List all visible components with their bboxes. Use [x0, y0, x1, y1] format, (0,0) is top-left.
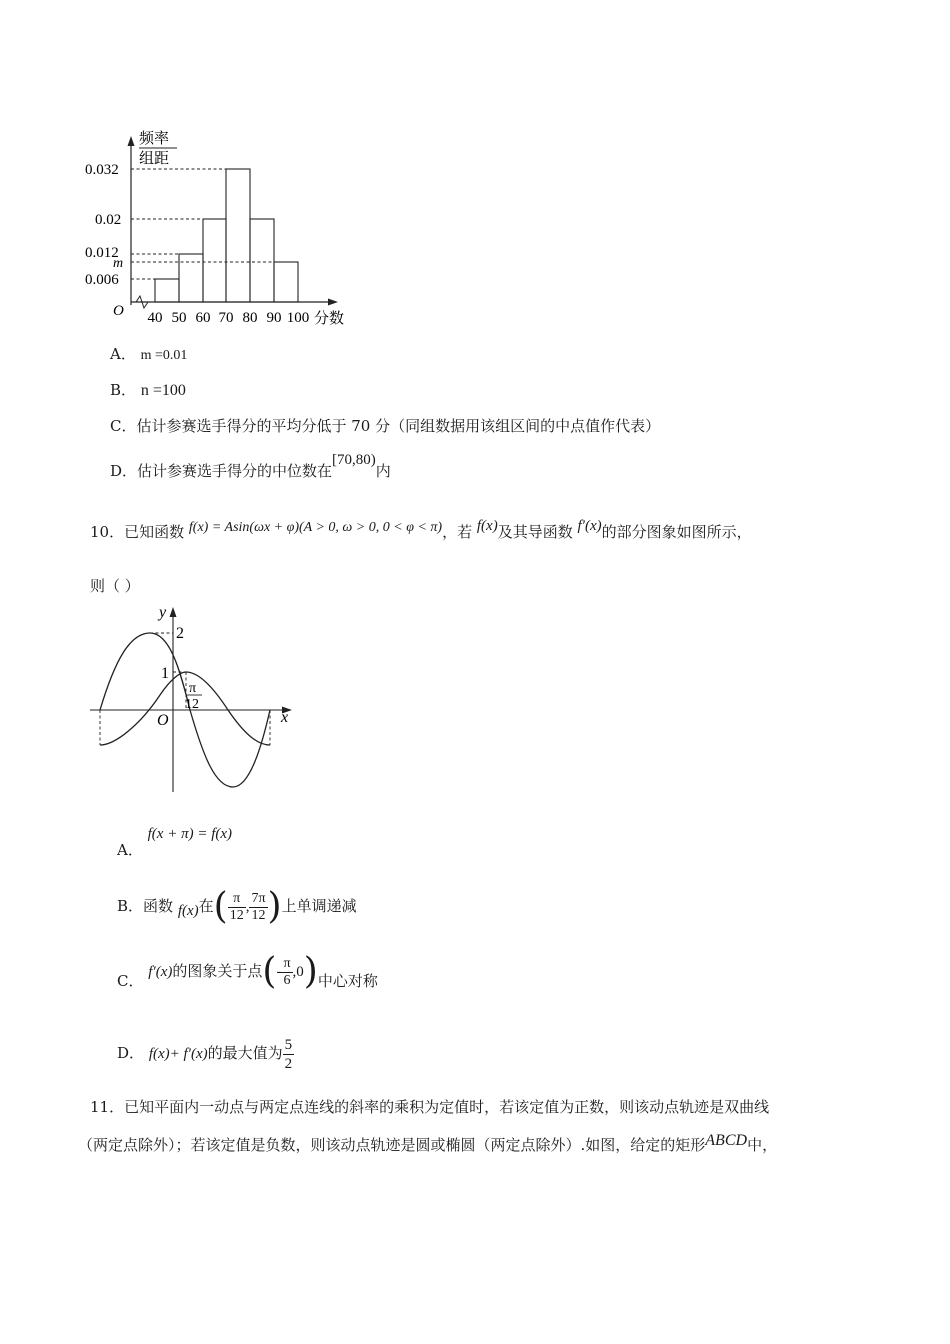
graph-x-label: x — [281, 709, 289, 726]
q10-option-a — [117, 822, 233, 859]
graph-pi-den: 12 — [185, 697, 199, 712]
q11-text2: （两定点除外）；若该定值是负数，则该动点轨迹是圆或椭圆（两定点除外）.如图，给定的矩形 — [78, 1136, 706, 1154]
q10-option-b-rparen: ) — [267, 886, 282, 927]
y-title-top: 频率 — [139, 131, 170, 147]
q10-option-c-neg: - — [276, 964, 282, 980]
q10-tail: 的部分图象如图所示， — [601, 523, 752, 541]
q9-option-c-text: 估计参赛选手得分的平均分低于 70 分（同组数据用该组区间的中点值作代表） — [136, 417, 661, 435]
q10-func-def: f(x) = Asin(ωx + φ)(A > 0, ω > 0, 0 < φ < π) — [188, 520, 443, 535]
x-tick-60: 60 — [195, 310, 211, 326]
q9-option-d-interval: [70,80) — [332, 452, 376, 468]
q10-option-b-lparen: ( — [213, 886, 228, 927]
q10-option-b-fx: f(x) — [177, 903, 199, 919]
frequency-histogram — [80, 120, 370, 335]
q9-option-d-suffix: 内 — [375, 462, 391, 480]
x-tick-50: 50 — [171, 310, 187, 326]
q9-option-c-label: C． — [110, 417, 137, 435]
q10-number: 10． — [90, 523, 125, 541]
sine-graph — [85, 600, 300, 800]
q10-option-b-a-num: π — [228, 891, 246, 908]
x-tick-90: 90 — [266, 310, 282, 326]
x-axis-label: 分数 — [314, 311, 345, 327]
q10-option-d-label: D． — [117, 1044, 145, 1062]
q10-option-c-rparen: ) — [303, 951, 318, 992]
q10-option-b-in: 在 — [198, 897, 214, 915]
q10-fpx: f′(x) — [577, 518, 602, 534]
q9-option-d-text: 估计参赛选手得分的中位数在 — [137, 462, 333, 480]
q10-option-c-fpx: f′(x) — [148, 964, 173, 980]
q11-abcd: ABCD — [705, 1132, 748, 1149]
q10-option-b — [117, 880, 357, 933]
y-tick-002: 0.02 — [95, 212, 122, 228]
y-tick-0012: 0.012 — [85, 245, 119, 261]
q10-option-c-num: π — [283, 955, 291, 971]
y-tick-0006: 0.006 — [85, 272, 119, 288]
graph-y-arrow — [170, 607, 177, 617]
x-axis-arrow — [328, 299, 338, 306]
q10-option-c-lparen: ( — [262, 951, 277, 992]
y-tick-m: m — [113, 256, 124, 271]
q10-option-d-mid: 的最大值为 — [207, 1044, 283, 1062]
x-tick-70: 70 — [218, 310, 234, 326]
q10-option-b-label: B． — [117, 897, 144, 915]
q9-option-a-math: m =0.01 — [140, 348, 188, 363]
bar-80-90 — [250, 219, 274, 302]
q9-option-d-label: D． — [110, 462, 138, 480]
x-tick-80: 80 — [242, 310, 258, 326]
q10-option-b-b-den: 12 — [251, 907, 266, 923]
q10-option-b-a-den: 12 — [229, 907, 244, 923]
bar-90-100 — [274, 262, 298, 302]
q11-line1 — [90, 1096, 769, 1117]
bar-40-50 — [155, 279, 179, 302]
graph-origin: O — [157, 712, 169, 729]
q11-line2 — [78, 1134, 777, 1155]
q10-option-d — [117, 1028, 294, 1079]
graph-y-label: y — [159, 604, 167, 621]
q11-number: 11． — [90, 1098, 125, 1116]
q10-option-c-zero: ,0 — [292, 964, 304, 980]
q10-stem-line2: 则（ ） — [90, 577, 140, 595]
x-tick-100: 100 — [286, 310, 310, 326]
q10-option-c-den: 6 — [283, 972, 291, 988]
q11-text1: 已知平面内一动点与两定点连线的斜率的乘积为定值时，若该定值为正数，则该动点轨迹是双曲线 — [124, 1098, 770, 1116]
q10-option-b-frac-a — [228, 891, 246, 924]
q11-end: 中， — [747, 1136, 778, 1154]
q9-option-a-label: A． — [110, 345, 136, 363]
y-tick-0032: 0.032 — [85, 162, 119, 178]
q9-option-d — [110, 452, 391, 481]
bar-60-70 — [203, 219, 226, 302]
q10-lead: 已知函数 — [124, 523, 185, 541]
bar-50-60 — [179, 254, 203, 302]
q10-option-c-frac — [281, 956, 292, 989]
origin-label: O — [113, 303, 124, 319]
q10-mid2: 及其导函数 — [497, 523, 573, 541]
q10-option-c — [117, 945, 378, 998]
q10-option-a-math: f(x + π) = f(x) — [147, 826, 233, 842]
q10-option-b-comma: , — [245, 899, 250, 915]
q10-option-b-post: 上单调递减 — [281, 897, 357, 915]
q10-option-d-frac — [283, 1036, 295, 1073]
q10-option-b-frac-b — [249, 891, 267, 924]
q10-option-d-expr: f(x)+ f′(x) — [148, 1046, 208, 1062]
q10-mid1: ，若 — [442, 523, 473, 541]
q9-option-a — [110, 343, 187, 364]
q10-option-d-den: 2 — [284, 1055, 293, 1072]
q10-option-c-post: 中心对称 — [317, 972, 378, 990]
q9-option-b — [110, 379, 186, 400]
q10-option-b-b-num: 7π — [251, 890, 266, 906]
graph-label-1: 1 — [161, 665, 169, 682]
q9-option-b-label: B． — [110, 381, 137, 399]
q9-option-c — [110, 415, 660, 436]
y-axis-arrow — [128, 136, 135, 146]
q10-stem-line1 — [90, 518, 752, 542]
graph-label-2: 2 — [176, 625, 184, 642]
q10-fx: f(x) — [476, 518, 498, 534]
q10-option-d-num: 5 — [284, 1036, 293, 1053]
q10-option-b-pre: 函数 — [143, 897, 174, 915]
bar-70-80 — [226, 169, 250, 302]
q9-option-b-math: n =100 — [140, 382, 186, 399]
x-tick-40: 40 — [147, 310, 163, 326]
q10-option-c-mid: 的图象关于点 — [172, 962, 263, 980]
graph-pi-num: π — [189, 681, 197, 696]
q10-option-a-label: A． — [117, 841, 143, 859]
y-title-bottom: 组距 — [139, 151, 170, 167]
q10-option-c-label: C． — [117, 972, 144, 990]
